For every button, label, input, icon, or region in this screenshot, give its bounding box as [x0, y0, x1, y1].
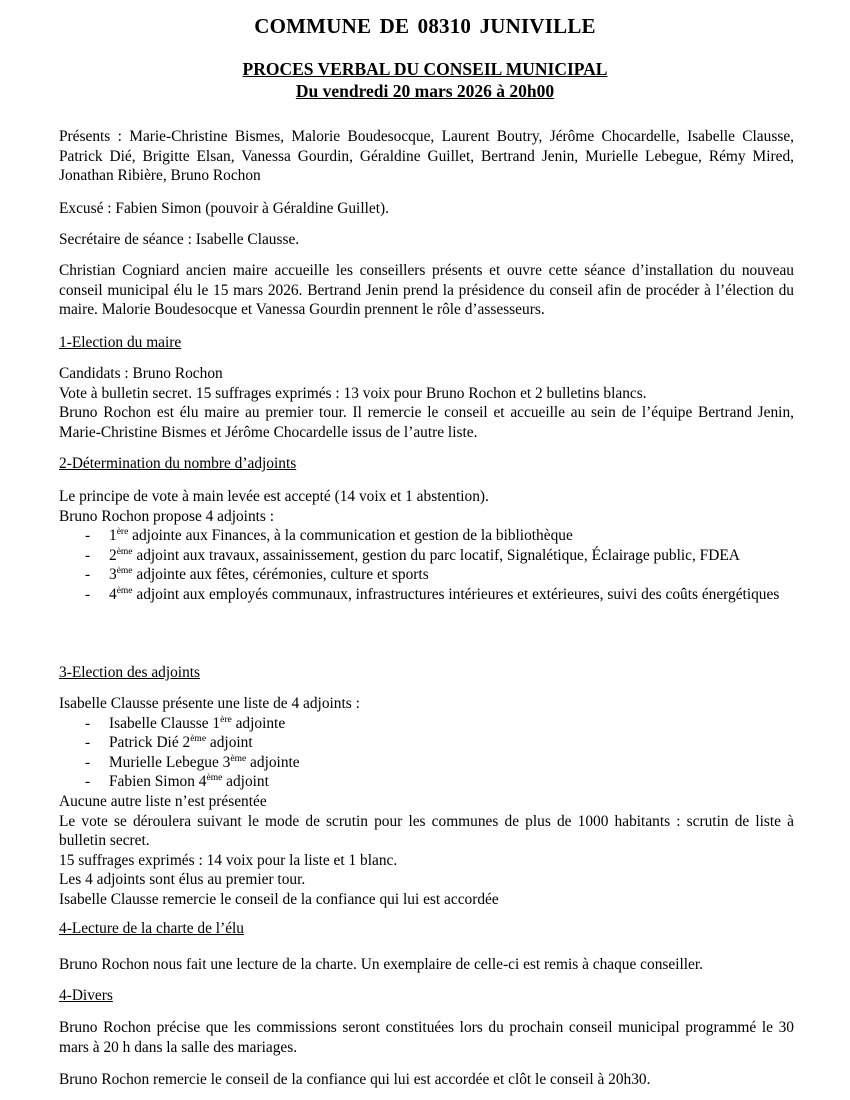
charte-paragraph: Bruno Rochon nous fait une lecture de la charte. Un exemplaire de celle-ci est remis à chaque conseiller. — [59, 956, 704, 973]
elected-line: Les 4 adjoints sont élus au premier tour. — [59, 871, 306, 889]
pv-date: Du vendredi 20 mars 2026 à 20h00 — [295, 81, 555, 101]
list-intro-line: Isabelle Clausse présente une liste de 4 adjoints : — [59, 695, 360, 712]
commissions-paragraph: Bruno Rochon précise que les commissions seront constituées lors du prochain conseil municipal programmé le 30 mars à 20 h dans la salle des mariages. — [59, 1019, 794, 1056]
list-item: - 3ème adjointe aux fêtes, cérémonies, culture et sports — [85, 566, 429, 584]
section-heading-election-adjoints: 3-Election des adjoints — [59, 664, 201, 681]
section-heading-election-maire: 1-Election du maire — [59, 334, 182, 351]
section-election-adjoints — [59, 694, 794, 910]
section-heading-charte: 4-Lecture de la charte de l’élu — [59, 920, 245, 937]
closing-line: Bruno Rochon remercie le conseil de la confiance qui lui est accordée et clôt le conseil à 20h30. — [59, 1071, 651, 1088]
list-item: - Murielle Lebegue 3ème adjointe — [85, 753, 300, 771]
list-item: - Fabien Simon 4ème adjoint — [85, 773, 269, 791]
section-election-maire — [59, 364, 794, 442]
list-item: - 4ème adjoint aux employés communaux, infrastructures intérieures et extérieures, suivi des coûts énergétiques — [85, 585, 780, 603]
proposal-line: Bruno Rochon propose 4 adjoints : — [59, 507, 275, 525]
opening-paragraph: Christian Cogniard ancien maire accueille les conseillers présents et ouvre cette séance d’installation du nouveau conseil municipal élu le 15 mars 2026. Bertrand Jenin prend la présidence du conseil afin de procéder à l’élection du maire. Malorie Boudesocque et Vanessa Gourdin prennent le rôle d’assesseurs. — [59, 262, 794, 319]
section-nombre-adjoints — [59, 487, 794, 605]
suffrages-line: 15 suffrages exprimés : 14 voix pour la liste et 1 blanc. — [59, 851, 398, 869]
section-heading-nombre-adjoints: 2-Détermination du nombre d’adjoints — [59, 455, 297, 472]
voting-mode-paragraph: Le vote se déroulera suivant le mode de scrutin pour les communes de plus de 1000 habitants : scrutin de liste à bulletin secret. — [59, 812, 794, 850]
vote-principle-line: Le principe de vote à main levée est accepté (14 voix et 1 abstention). — [59, 488, 489, 505]
section-heading-divers: 4-Divers — [59, 987, 113, 1004]
thanks-line: Isabelle Clausse remercie le conseil de la confiance qui lui est accordée — [59, 890, 499, 908]
excuse-line: Excusé : Fabien Simon (pouvoir à Géraldine Guillet). — [59, 200, 389, 217]
result-paragraph: Bruno Rochon est élu maire au premier tour. Il remercie le conseil et accueille au sein de l’équipe Bertrand Jenin, Marie-Christine Bismes et Jérôme Chocardelle issus de l’autre liste. — [59, 404, 794, 441]
no-other-list-line: Aucune autre liste n’est présentée — [59, 792, 267, 810]
presents-paragraph: Présents : Marie-Christine Bismes, Malorie Boudesocque, Laurent Boutry, Jérôme Chocardelle, Isabelle Clausse, Patrick Dié, Brigitte Elsan, Vanessa Gourdin, Géraldine Guillet, Bertrand Jenin, Murielle Lebegue, Rémy Mired, Jonathan Ribière, Bruno Rochon — [59, 128, 794, 185]
pv-title: PROCES VERBAL DU CONSEIL MUNICIPAL — [242, 59, 608, 79]
list-item: - 1ère adjointe aux Finances, à la communication et gestion de la bibliothèque — [85, 527, 573, 545]
commune-title: COMMUNE DE 08310 JUNIVILLE — [254, 14, 596, 38]
vote-line: Vote à bulletin secret. 15 suffrages exprimés : 13 voix pour Bruno Rochon et 2 bulletins blancs. — [59, 384, 647, 402]
list-item: - Patrick Dié 2ème adjoint — [85, 734, 253, 752]
list-item: - 2ème adjoint aux travaux, assainissement, gestion du parc locatif, Signalétique, Éclairage public, FDEA — [85, 546, 740, 564]
list-item: - Isabelle Clausse 1ère adjointe — [85, 714, 286, 732]
secretaire-line: Secrétaire de séance : Isabelle Clausse. — [59, 231, 300, 248]
candidats-line: Candidats : Bruno Rochon — [59, 365, 223, 382]
